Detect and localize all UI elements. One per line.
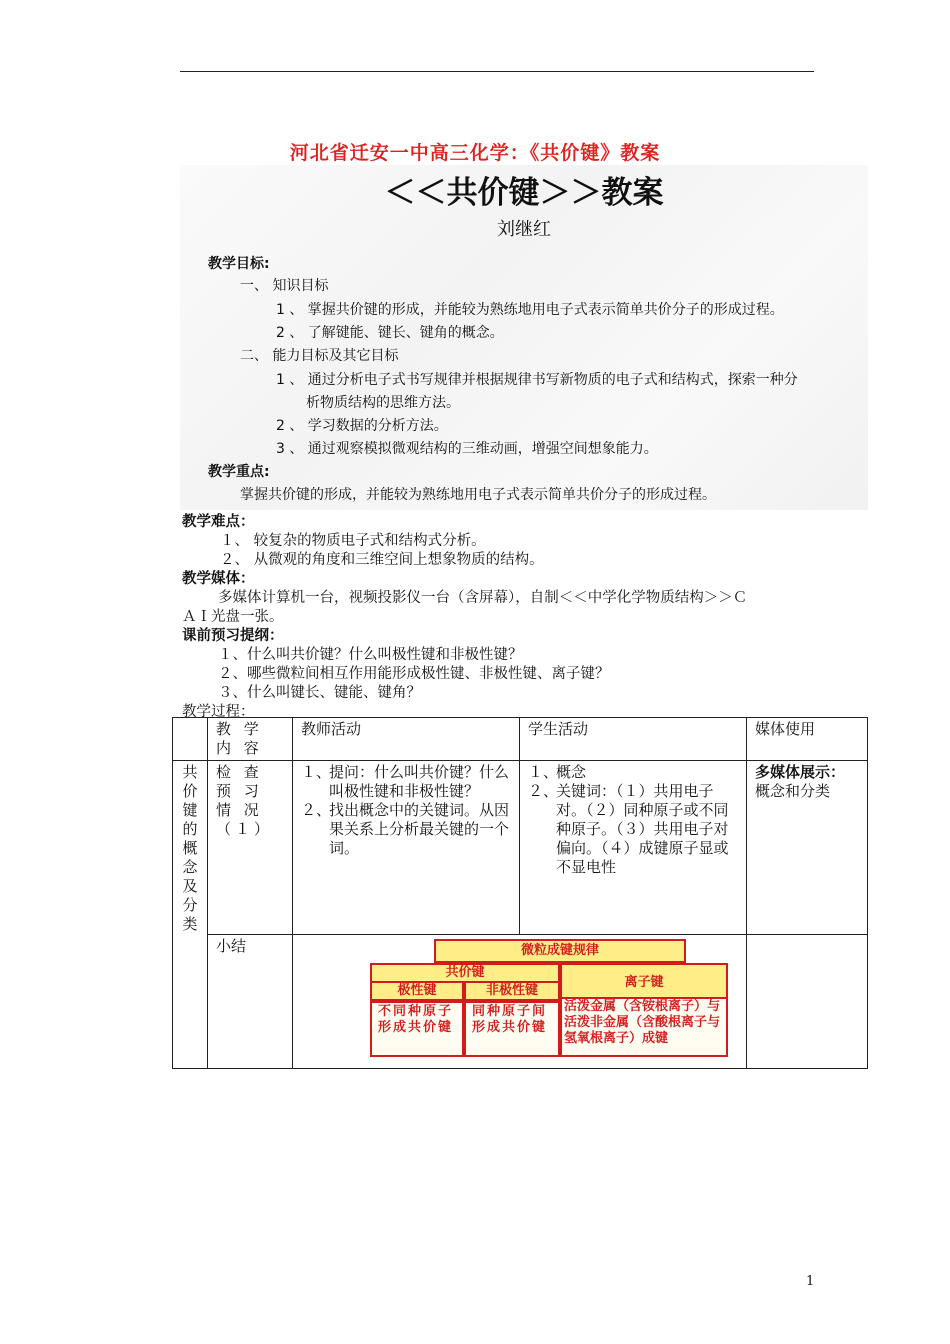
nonpolar-label: 非极性键 <box>485 983 538 998</box>
nonpolar-desc: 同种原子间形成共价键 <box>472 1004 548 1035</box>
key-text: 掌握共价键的形成，并能较为熟练地用电子式表示简单共价分子的形成过程。 <box>240 487 716 503</box>
preview-item: １、什么叫共价键？什么叫极性键和非极性键？ <box>218 647 523 663</box>
preview-item: ３、什么叫键长、键能、键角？ <box>218 685 421 701</box>
section-label-cell <box>173 761 208 1069</box>
list-item: １、 提问：什么叫共价键？什么叫极性键和非极性键？ <box>301 763 510 800</box>
ability-item: 3 、 通过观察模拟微观结构的三维动画，增强空间想象能力。 <box>276 441 658 457</box>
media-line: 多媒体计算机一台，视频投影仪一台（含屏幕），自制＜＜中学化学物质结构＞＞Ｃ <box>218 590 748 606</box>
polar-label: 极性键 <box>397 983 437 998</box>
scan-author: 刘继红 <box>497 219 551 240</box>
preview-heading: 课前预习提纲： <box>182 627 284 644</box>
scanned-plan-image <box>180 165 868 510</box>
difficulty-item: １、 较复杂的物质电子式和结构式分析。 <box>220 533 486 549</box>
bond-diagram <box>370 939 728 1057</box>
list-item: ２、 找出概念中的关键词。从因果关系上分析最关键的一个词。 <box>301 801 510 857</box>
media-line: ＡＩ光盘一张。 <box>182 609 284 625</box>
preview-item: ２、哪些微粒间相互作用能形成极性键、非极性键、离子键？ <box>218 666 610 682</box>
teacher-cell <box>293 761 520 935</box>
ability-item: 析物质结构的思维方法。 <box>306 395 460 411</box>
table-header-cell: 教师活动 <box>293 718 520 761</box>
page-title: 河北省迁安一中高三化学：《共价键》教案 <box>289 142 661 164</box>
goals-heading: 教学目标: <box>208 256 270 272</box>
difficulty-heading: 教学难点： <box>182 513 255 530</box>
section-label: 共价键的概念及分类 <box>182 763 198 933</box>
scan-title: ＜＜共价键＞＞教案 <box>384 175 664 211</box>
content-cell: 检 查 预 习 情 况（１） <box>208 761 293 935</box>
ionic-desc: 活泼金属（含铵根离子）与活泼非金属（含酸根离子与氢氧根离子）成键 <box>564 999 721 1046</box>
ability-item: 2 、 学习数据的分析方法。 <box>276 418 448 434</box>
media-label: 多媒体展示： <box>755 763 846 781</box>
key-heading: 教学重点: <box>208 464 270 480</box>
media-cell <box>747 935 868 1069</box>
ability-item: 1 、 通过分析电子式书写规律并根据规律书写新物质的电子式和结构式，探索一种分 <box>276 372 798 388</box>
process-heading: 教学过程： <box>182 704 255 720</box>
ionic-label: 离子键 <box>624 975 664 990</box>
student-cell <box>520 761 747 935</box>
difficulty-item: ２、 从微观的角度和三维空间上想象物质的结构。 <box>220 552 544 568</box>
knowledge-heading: 一、 知识目标 <box>240 278 329 294</box>
table-row <box>173 935 868 1069</box>
ability-heading: 二、 能力目标及其它目标 <box>240 348 399 364</box>
diagram-cell <box>293 935 747 1069</box>
media-text: 概念和分类 <box>755 782 831 800</box>
diagram-top-label: 微粒成键规律 <box>520 943 599 958</box>
covalent-label: 共价键 <box>445 965 485 980</box>
table-header-cell: 教 学 内 容 <box>208 718 293 761</box>
table-row <box>173 761 868 935</box>
table-header-row <box>173 718 868 761</box>
media-cell <box>747 761 868 935</box>
knowledge-item: 1 、 掌握共价键的形成，并能较为熟练地用电子式表示简单共价分子的形成过程。 <box>276 302 784 318</box>
list-item: ２、 关键词：（１）共用电子对。（２）同种原子或不同种原子。（３）共用电子对偏向。（４）成键原子显或不显电性 <box>528 782 729 876</box>
table-header-cell: 媒体使用 <box>747 718 868 761</box>
list-item: １、 概念 <box>528 763 587 781</box>
header-rule <box>180 71 814 72</box>
page-number: 1 <box>806 1274 815 1289</box>
process-table <box>172 717 868 1069</box>
content-cell: 小结 <box>208 935 293 1069</box>
polar-desc: 不同种原子形成共价键 <box>378 1004 454 1035</box>
media-heading: 教学媒体： <box>182 570 255 587</box>
table-header-cell: 学生活动 <box>520 718 747 761</box>
table-header-cell <box>173 718 208 761</box>
knowledge-item: 2 、 了解键能、键长、键角的概念。 <box>276 325 504 341</box>
